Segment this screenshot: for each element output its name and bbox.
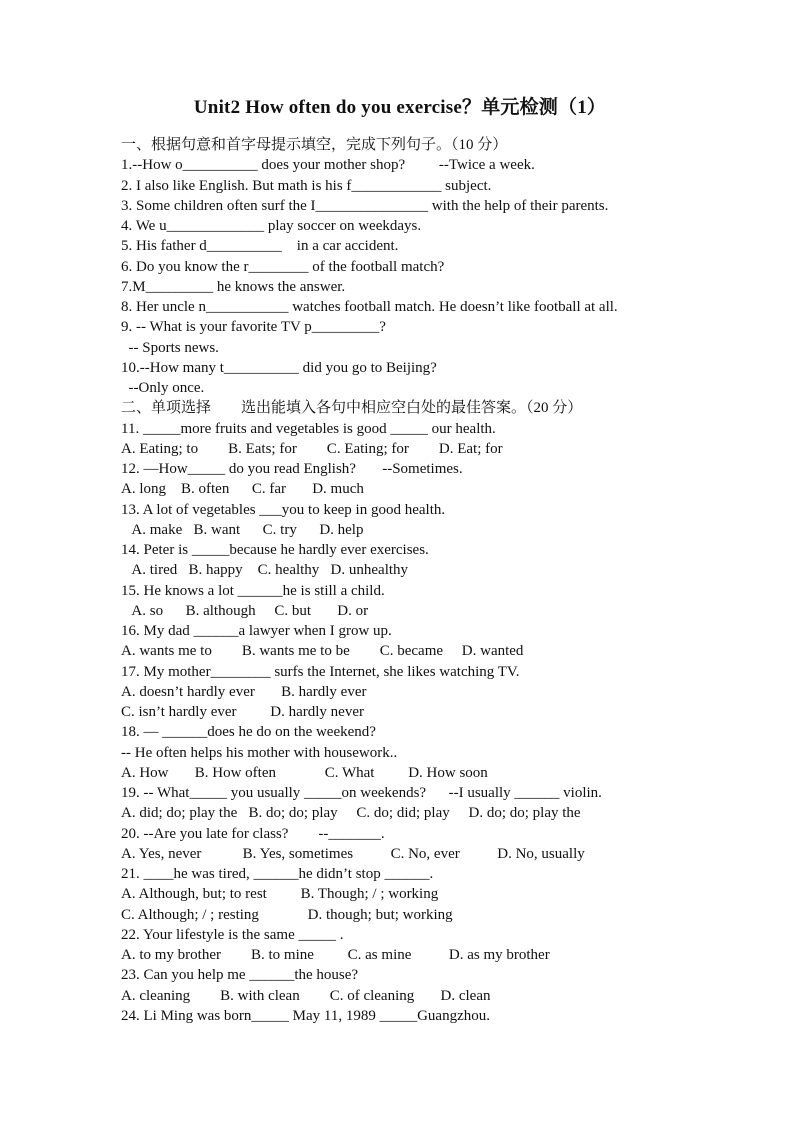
question-20-options: A. Yes, never B. Yes, sometimes C. No, ever D. No, usually (121, 845, 585, 862)
question-24: 24. Li Ming was born_____ May 11, 1989 _____Guangzhou. (121, 1007, 490, 1024)
question-2: 2. I also like English. But math is his f____________ subject. (121, 177, 492, 194)
question-16: 16. My dad ______a lawyer when I grow up. (121, 623, 392, 639)
question-16-options: A. wants me to B. wants me to be C. became D. wanted (121, 643, 524, 660)
question-14: 14. Peter is _____because he hardly ever exercises. (121, 542, 429, 558)
question-18: 18. — ______does he do on the weekend? (121, 724, 376, 741)
question-18-answer: -- He often helps his mother with housework.. (121, 744, 398, 761)
question-12-options: A. long B. often C. far D. much (121, 481, 364, 498)
question-13-options: A. make B. want C. try D. help (121, 521, 364, 538)
question-23-options: A. cleaning B. with clean C. of cleaning D. clean (121, 987, 491, 1004)
question-22: 22. Your lifestyle is the same _____ . (121, 926, 344, 943)
question-11-options: A. Eating; to B. Eats; for C. Eating; for D. Eat; for (121, 440, 503, 457)
question-14-options: A. tired B. happy C. healthy D. unhealthy (121, 562, 409, 579)
section-1-heading: 一、根据句意和首字母提示填空，完成下列句子。（10 分） (121, 137, 508, 153)
question-19-options: A. did; do; play the B. do; do; play C. do; did; play D. do; do; play the (121, 805, 581, 822)
question-10: 10.--How many t__________ did you go to Beijing? (121, 359, 437, 376)
question-9: 9. -- What is your favorite TV p_________? (121, 319, 386, 336)
question-21-options-ab: A. Although, but; to rest B. Though; / ; working (121, 886, 439, 903)
question-5: 5. His father d__________ in a car accident. (121, 238, 399, 255)
question-6: 6. Do you know the r________ of the football match? (121, 258, 445, 275)
question-19: 19. -- What_____ you usually _____on weekends? --I usually ______ violin. (121, 785, 602, 801)
question-21: 21. ____he was tired, ______he didn’t stop ______. (121, 866, 434, 882)
question-13: 13. A lot of vegetables ___you to keep in good health. (121, 501, 446, 518)
question-9-answer: -- Sports news. (121, 339, 219, 356)
question-20: 20. --Are you late for class? --_______. (121, 825, 385, 842)
question-17: 17. My mother________ surfs the Internet, she likes watching TV. (121, 663, 520, 680)
question-23: 23. Can you help me ______the house? (121, 967, 359, 984)
question-12: 12. —How_____ do you read English? --Sometimes. (121, 461, 463, 477)
page-title: Unit2 How often do you exercise？单元检测（1） (193, 97, 607, 118)
question-11: 11. _____more fruits and vegetables is good _____ our health. (121, 420, 496, 437)
question-15-options: A. so B. although C. but D. or (121, 602, 369, 619)
question-21-options-cd: C. Although; / ; resting D. though; but; working (121, 906, 453, 923)
question-15: 15. He knows a lot ______he is still a child. (121, 582, 385, 599)
question-22-options: A. to my brother B. to mine C. as mine D. as my brother (121, 947, 550, 963)
question-3: 3. Some children often surf the I_______________ with the help of their parents. (121, 197, 609, 214)
question-17-options-ab: A. doesn’t hardly ever B. hardly ever (121, 683, 367, 700)
question-10-answer: --Only once. (121, 380, 205, 396)
question-8: 8. Her uncle n___________ watches football match. He doesn’t like football at all. (121, 299, 618, 315)
question-1: 1.--How o__________ does your mother shop? --Twice a week. (121, 157, 535, 174)
question-18-options: A. How B. How often C. What D. How soon (121, 764, 488, 781)
question-17-options-cd: C. isn’t hardly ever D. hardly never (121, 704, 364, 720)
worksheet-body (121, 135, 681, 1026)
question-7: 7.M_________ he knows the answer. (121, 278, 346, 295)
question-4: 4. We u_____________ play soccer on weekdays. (121, 218, 422, 234)
section-2-heading: 二、单项选择 选出能填入各句中相应空白处的最佳答案。（20 分） (121, 400, 583, 417)
